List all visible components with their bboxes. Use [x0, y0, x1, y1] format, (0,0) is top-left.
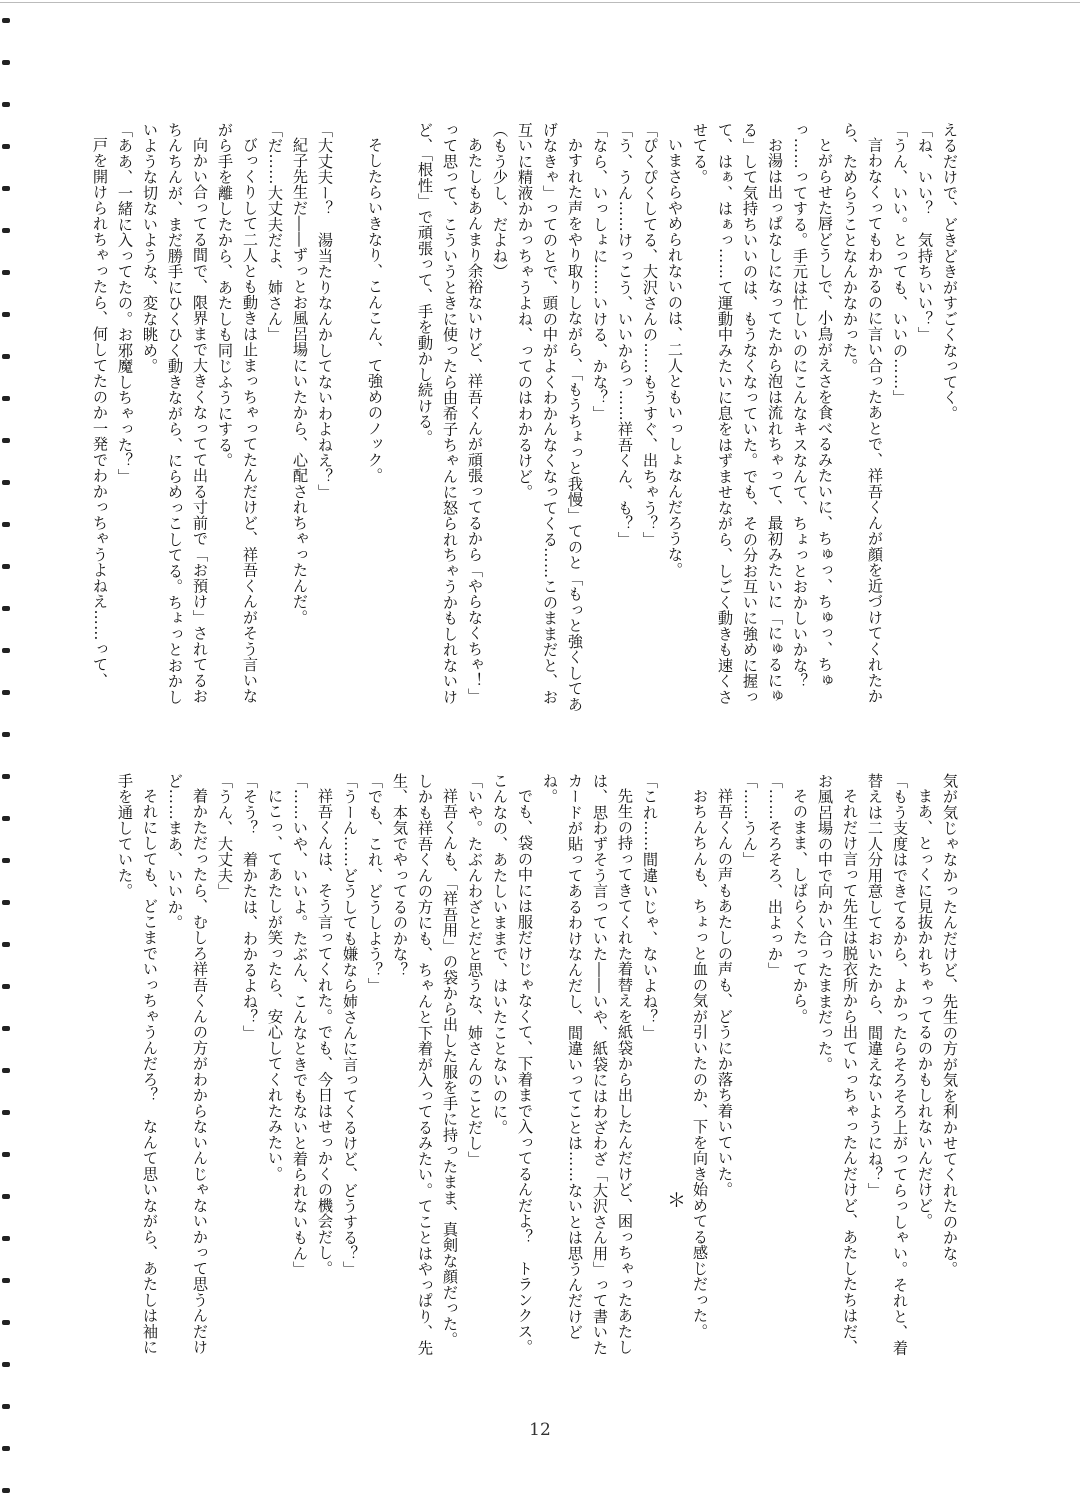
binding-mark: [2, 900, 10, 905]
text-paragraph: お湯は出っぱなしになってたから泡は流れちゃって、最初みたいに「にゅるにゅる」して気持ちいいのは、もうなくなっていた。でも、その分お互いに強めに握って、はぁ、はぁっ……て運動中みたいに息をはずませながら、しごく動きも速くさせてる。: [691, 122, 784, 705]
text-paragraph: そのまま、しばらくたってから。: [791, 788, 809, 1025]
text-paragraph: 着かただったら、むしろ祥吾くんの方がわからないんじゃないかって思うんだけど……まあ、いいか。: [166, 773, 209, 1356]
binding-mark: [2, 774, 10, 779]
binding-mark: [2, 1068, 10, 1073]
text-paragraph: にこっ、てあたしが笑ったら、安心してくれたみたい。: [266, 788, 284, 1182]
text-paragraph: 先生の持ってきてくれた着替えを紙袋から出したんだけど、困っちゃったあたしは、思わずそう言っていた――いや、紙袋にはわざわざ「大沢さん用」って書いたカードが貼ってあるわけなんだし、間違いってことは……ないとは思うんだけどね。: [541, 773, 634, 1356]
text-paragraph: えるだけで、どきどきがすごくなってく。: [941, 122, 959, 422]
text-paragraph: 「うん、大丈夫」: [216, 773, 234, 899]
blank-line: [337, 122, 362, 718]
binding-mark: [2, 1488, 10, 1493]
binding-mark: [2, 858, 10, 863]
text-paragraph: とがらせた唇どうしで、小鳥がえさを食べるみたいに、ちゅっ、ちゅっ、ちゅっ……ってする。手元は忙しいのにこんなキスなんて、ちょっとおかしいかな？: [791, 122, 834, 689]
text-paragraph: でも、袋の中には服だけじゃなくて、下着まで入ってるんだよ？ トランクス。こんなの、あたしいままで、はいたことないのに。: [491, 773, 534, 1356]
binding-mark: [2, 1320, 10, 1325]
text-paragraph: そしたらいきなり、こんこん、て強めのノック。: [366, 137, 384, 484]
binding-mark: [2, 1278, 10, 1283]
binding-mark: [2, 564, 10, 569]
binding-mark: [2, 1194, 10, 1199]
text-paragraph: 「うん、いい。とっても、いいの……」: [891, 122, 909, 406]
binding-mark: [2, 438, 10, 443]
text-paragraph: 言わなくってもわかるのに言い合ったあとで、祥吾くんが顔を近づけてくれたから、ためらうことなんかなかった。: [841, 122, 884, 705]
text-paragraph: 「う、うん……けっこう、いいからっ……祥吾くん、も？」: [616, 122, 634, 548]
binding-edge-marks: [0, 0, 14, 1506]
text-paragraph: 「これ……間違いじゃ、ないよね？」: [641, 773, 659, 1041]
text-paragraph: 「だ……大丈夫だよ、姉さん」: [266, 122, 284, 343]
text-paragraph: 「うーん……どうしても嫌なら姉さんに言ってくるけど、どうする？」: [341, 773, 359, 1277]
binding-mark: [2, 606, 10, 611]
binding-mark: [2, 1362, 10, 1367]
binding-mark: [2, 1026, 10, 1031]
binding-mark: [2, 648, 10, 653]
binding-mark: [2, 60, 10, 65]
text-paragraph: （もう少し、だよね）: [491, 122, 509, 280]
binding-mark: [2, 312, 10, 317]
binding-mark: [2, 1404, 10, 1409]
binding-mark: [2, 270, 10, 275]
text-paragraph: 祥吾くんも、「祥吾用」の袋から出した服を手に持ったまま、真剣な顔だった。しかも祥吾くんの方にも、ちゃんと下着が入ってるみたい。てことはやっぱり、先生、本気でやってるのかな？: [391, 773, 459, 1356]
text-paragraph: 「大丈夫ー？ 湯当たりなんかしてないわよねえ？」: [316, 122, 334, 500]
section-break-asterisk: ＊: [664, 1190, 686, 1210]
binding-mark: [2, 396, 10, 401]
text-paragraph: 気が気じゃなかったんだけど、先生の方が気を利かせてくれたのかな。: [941, 773, 959, 1277]
binding-mark: [2, 1110, 10, 1115]
binding-mark: [2, 942, 10, 947]
text-paragraph: 祥吾くんは、そう言ってくれた。でも、今日はせっかくの機会だし。: [316, 788, 334, 1277]
text-paragraph: 「……そろそろ、出よっか」: [766, 773, 784, 978]
binding-mark: [2, 1446, 10, 1451]
text-paragraph: あたしもあんまり余裕ないけど、祥吾くんが頑張ってるから「やらなくちゃ！」って思って、こういうときに使ったら由希子ちゃんに怒られちゃうかもしれないけど、「根性」で頑張って、手を動かし続ける。: [416, 122, 484, 705]
text-paragraph: 紀子先生だ――ずっとお風呂場にいたから、心配されちゃったんだ。: [291, 137, 309, 626]
binding-mark: [2, 186, 10, 191]
binding-mark: [2, 816, 10, 821]
binding-mark: [2, 1236, 10, 1241]
text-paragraph: 「いや。たぶんわざとだと思うな、姉さんのことだし」: [466, 773, 484, 1167]
text-paragraph: 「なら、いっしょに……いける、かな？」: [591, 122, 609, 422]
text-paragraph: それだけ言って先生は脱衣所から出ていっちゃったんだけど、あたしたちはだ、お風呂場の中で向かい合ったままだった。: [816, 773, 859, 1356]
upper-text-block: [91, 122, 962, 718]
text-paragraph: 「そう？ 着かたは、わかるよね？」: [241, 773, 259, 1041]
binding-mark: [2, 480, 10, 485]
binding-mark: [2, 984, 10, 989]
binding-mark: [2, 690, 10, 695]
lower-text-block: [116, 773, 962, 1363]
text-paragraph: 祥吾くんの声もあたしの声も、どうにか落ち着いていた。: [716, 788, 734, 1198]
text-paragraph: 「ぴくぴくしてる、大沢さんの……もうすぐ、出ちゃう？」: [641, 122, 659, 548]
binding-mark: [2, 102, 10, 107]
binding-mark: [2, 228, 10, 233]
text-paragraph: 向かい合ってる間で、限界まで大きくなってて出る寸前で「お預け」されてるおちんちんが、まだ勝手にひくひく動きながら、にらめっこしてる。ちょっとおかしいような切ないような、変な眺め。: [141, 122, 209, 705]
text-paragraph: まあ、とっくに見抜かれちゃってるのかもしれないんだけど。: [916, 788, 934, 1230]
text-paragraph: 「でも、これ、どうしよう？」: [366, 773, 384, 994]
binding-mark: [2, 1152, 10, 1157]
text-paragraph: 「ね、いい？ 気持ちいい？」: [916, 122, 934, 343]
text-paragraph: それにしても、どこまでいっちゃうんだろ？ なんて思いながら、あたしは袖に手を通していた。: [116, 773, 159, 1356]
top-edge-rule: [0, 2, 1080, 3]
text-paragraph: 「もう支度はできてるから、よかったらそろそろ上がってらっしゃい。それと、着替えは二人分用意しておいたから、間違えないようにね？」: [866, 773, 909, 1356]
binding-mark: [2, 732, 10, 737]
text-paragraph: かすれた声をやり取りしながら、「もうちょっと我慢」てのと「もっと強くしてあげなきゃ」ってのとで、頭の中がよくわかんなくなってくる……このままだと、お互いに精液かかっちゃうよね、ってのはわかるけど。: [516, 122, 584, 713]
blank-line: [387, 122, 412, 718]
text-paragraph: 「ああ、一緒に入ってたの。お邪魔しちゃった？」: [116, 122, 134, 485]
binding-mark: [2, 354, 10, 359]
text-paragraph: 「……うん」: [741, 773, 759, 868]
text-paragraph: いまさらやめられないのは、二人ともいっしょなんだろうな。: [666, 137, 684, 579]
text-paragraph: おちんちんも、ちょっと血の気が引いたのか、下を向き始めてる感じだった。: [691, 788, 709, 1340]
binding-mark: [2, 522, 10, 527]
binding-mark: [2, 144, 10, 149]
binding-mark: [2, 18, 10, 23]
text-paragraph: びっくりして二人とも動きは止まっちゃってたんだけど、祥吾くんがそう言いながら手を離したから、あたしも同じふうにする。: [216, 122, 259, 705]
text-paragraph: 「……いや、いいよ。たぶん、こんなときでもないと着られないもん」: [291, 773, 309, 1277]
text-paragraph: 戸を開けられちゃったら、何してたのか一発でわかっちゃうよねえ……って、: [91, 137, 109, 689]
page-number: 12: [529, 1420, 551, 1440]
